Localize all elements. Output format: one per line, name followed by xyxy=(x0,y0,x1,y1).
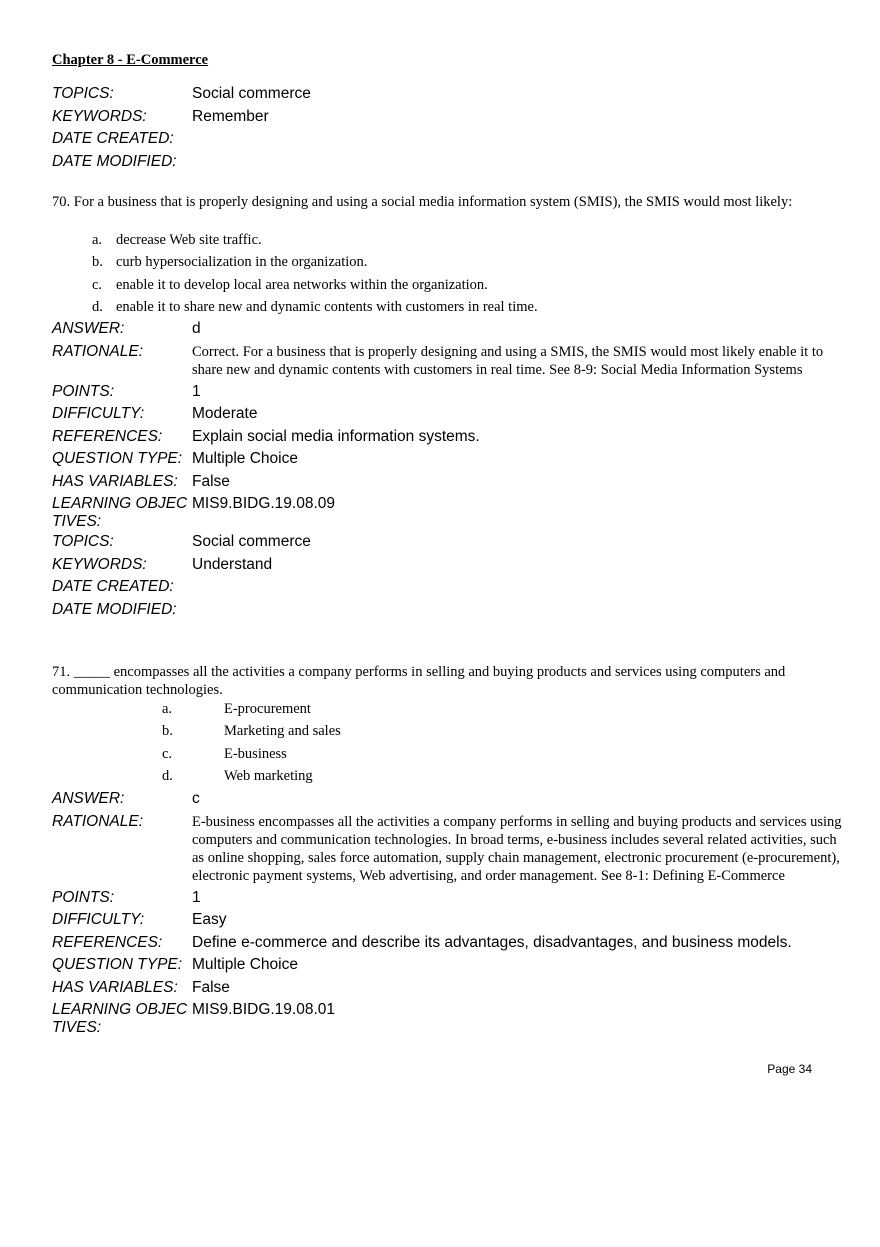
choice-text: enable it to share new and dynamic contents with customers in real time. xyxy=(116,299,538,316)
choice-text: curb hypersocialization in the organization. xyxy=(116,254,368,271)
meta-label: HAS VARIABLES: xyxy=(52,472,178,490)
meta-row-keywords xyxy=(52,106,842,129)
meta-value: Multiple Choice xyxy=(192,956,298,973)
meta-label: KEYWORDS: xyxy=(52,107,147,125)
question-70-choices xyxy=(92,229,538,319)
meta-value: MIS9.BIDG.19.08.09 xyxy=(192,495,336,512)
choice-letter: c. xyxy=(92,276,103,293)
meta-label: DIFFICULTY: xyxy=(52,405,145,422)
meta-value: Explain social media information systems. xyxy=(192,427,480,445)
meta-label: ANSWER: xyxy=(52,320,125,337)
meta-value: Correct. For a business that is properly designing and using a SMIS, the SMIS would most likely enable it to share new and dynamic contents with customers in real time. See 8-9: Social Media Information Systems xyxy=(192,343,824,378)
choice-d xyxy=(162,766,341,789)
meta-label: KEYWORDS: xyxy=(52,555,147,573)
meta-label: RATIONALE: xyxy=(52,812,144,830)
meta-row-date-modified xyxy=(52,151,842,174)
meta-label: DATE MODIFIED: xyxy=(52,600,177,618)
choice-letter: b. xyxy=(92,254,103,271)
meta-row-learning-objectives xyxy=(52,493,842,531)
meta-label: POINTS: xyxy=(52,888,115,906)
meta-row-points xyxy=(52,887,842,910)
meta-row-references xyxy=(52,426,842,449)
meta-row-has-variables xyxy=(52,977,842,1000)
meta-value: Easy xyxy=(192,911,227,928)
question-70-meta xyxy=(52,318,842,621)
meta-value: c xyxy=(192,790,200,807)
meta-value: False xyxy=(192,472,230,490)
meta-row-points xyxy=(52,381,842,404)
choice-letter: b. xyxy=(162,723,173,740)
choice-letter: c. xyxy=(162,745,173,762)
meta-row-topics xyxy=(52,531,842,554)
meta-row-date-modified xyxy=(52,599,842,622)
meta-label: TOPICS: xyxy=(52,85,114,102)
chapter-title: Chapter 8 - E-Commerce xyxy=(52,52,209,68)
question-70-stem: 70. For a business that is properly designing and using a social media information system (SMIS), the SMIS would most likely: xyxy=(52,194,793,210)
meta-label: POINTS: xyxy=(52,382,115,400)
meta-label: HAS VARIABLES: xyxy=(52,978,178,996)
meta-label: LEARNING OBJEC TIVES: xyxy=(52,495,188,530)
meta-value: Moderate xyxy=(192,405,258,422)
choice-text: E-procurement xyxy=(224,700,311,717)
meta-row-topics xyxy=(52,83,842,106)
meta-value: Remember xyxy=(192,107,269,125)
choice-letter: d. xyxy=(92,299,103,316)
choice-letter: d. xyxy=(162,768,173,785)
choice-text: decrease Web site traffic. xyxy=(116,231,262,248)
meta-value: Social commerce xyxy=(192,533,311,550)
meta-label: LEARNING OBJEC TIVES: xyxy=(52,1001,188,1036)
meta-value: Define e-commerce and describe its advantages, disadvantages, and business models. xyxy=(192,933,792,951)
meta-row-difficulty xyxy=(52,909,842,932)
meta-label: ANSWER: xyxy=(52,790,125,807)
meta-row-question-type xyxy=(52,954,842,977)
meta-row-date-created xyxy=(52,128,842,151)
meta-row-keywords xyxy=(52,554,842,577)
meta-value: MIS9.BIDG.19.08.01 xyxy=(192,1001,336,1018)
choice-text: Web marketing xyxy=(224,768,313,785)
choice-text: E-business xyxy=(224,745,287,762)
meta-value: 1 xyxy=(192,888,201,906)
meta-label: REFERENCES: xyxy=(52,933,163,951)
question-71-meta xyxy=(52,788,842,1037)
meta-label: RATIONALE: xyxy=(52,342,144,360)
meta-row-learning-objectives xyxy=(52,999,842,1037)
meta-row-difficulty xyxy=(52,403,842,426)
meta-value: Multiple Choice xyxy=(192,450,298,467)
choice-b xyxy=(162,721,341,744)
meta-value: False xyxy=(192,978,230,996)
choice-d xyxy=(92,297,538,320)
meta-label: DATE MODIFIED: xyxy=(52,152,177,170)
choice-b xyxy=(92,252,538,275)
meta-row-date-created xyxy=(52,576,842,599)
meta-row-question-type xyxy=(52,448,842,471)
meta-row-answer xyxy=(52,788,842,811)
page-number: Page 34 xyxy=(767,1062,812,1076)
meta-row-rationale xyxy=(52,811,842,887)
meta-value: Social commerce xyxy=(192,85,311,102)
meta-row-references xyxy=(52,932,842,955)
meta-label: DATE CREATED: xyxy=(52,578,174,595)
top-meta-block xyxy=(52,83,842,173)
meta-value: Understand xyxy=(192,555,273,573)
choice-letter: a. xyxy=(92,231,103,248)
meta-label: REFERENCES: xyxy=(52,427,163,445)
meta-value: 1 xyxy=(192,382,201,400)
meta-value: d xyxy=(192,320,201,337)
question-71-choices xyxy=(162,698,341,788)
meta-value: E-business encompasses all the activities a company performs in selling and buying products and services using computers and communication technologies. In broad terms, e-business includes several related activities, such as online shopping, sales force automation, supply chain management, electronic procurement (e-procurement), electronic payment systems, Web advertising, and order management. See 8-1: Defining E-Commerce xyxy=(192,813,842,884)
meta-row-rationale xyxy=(52,341,842,381)
choice-a xyxy=(92,229,538,252)
choice-a xyxy=(162,698,341,721)
choice-letter: a. xyxy=(162,700,173,717)
choice-text: Marketing and sales xyxy=(224,723,341,740)
meta-row-has-variables xyxy=(52,471,842,494)
meta-label: DATE CREATED: xyxy=(52,130,174,147)
choice-text: enable it to develop local area networks within the organization. xyxy=(116,276,488,293)
choice-c xyxy=(162,743,341,766)
choice-c xyxy=(92,274,538,297)
meta-row-answer xyxy=(52,318,842,341)
meta-label: QUESTION TYPE: xyxy=(52,956,183,973)
meta-label: DIFFICULTY: xyxy=(52,911,145,928)
meta-label: TOPICS: xyxy=(52,533,114,550)
question-71-stem: 71. _____ encompasses all the activities a company performs in selling and buying products and services using computers and communication technologies. xyxy=(52,664,786,698)
meta-label: QUESTION TYPE: xyxy=(52,450,183,467)
